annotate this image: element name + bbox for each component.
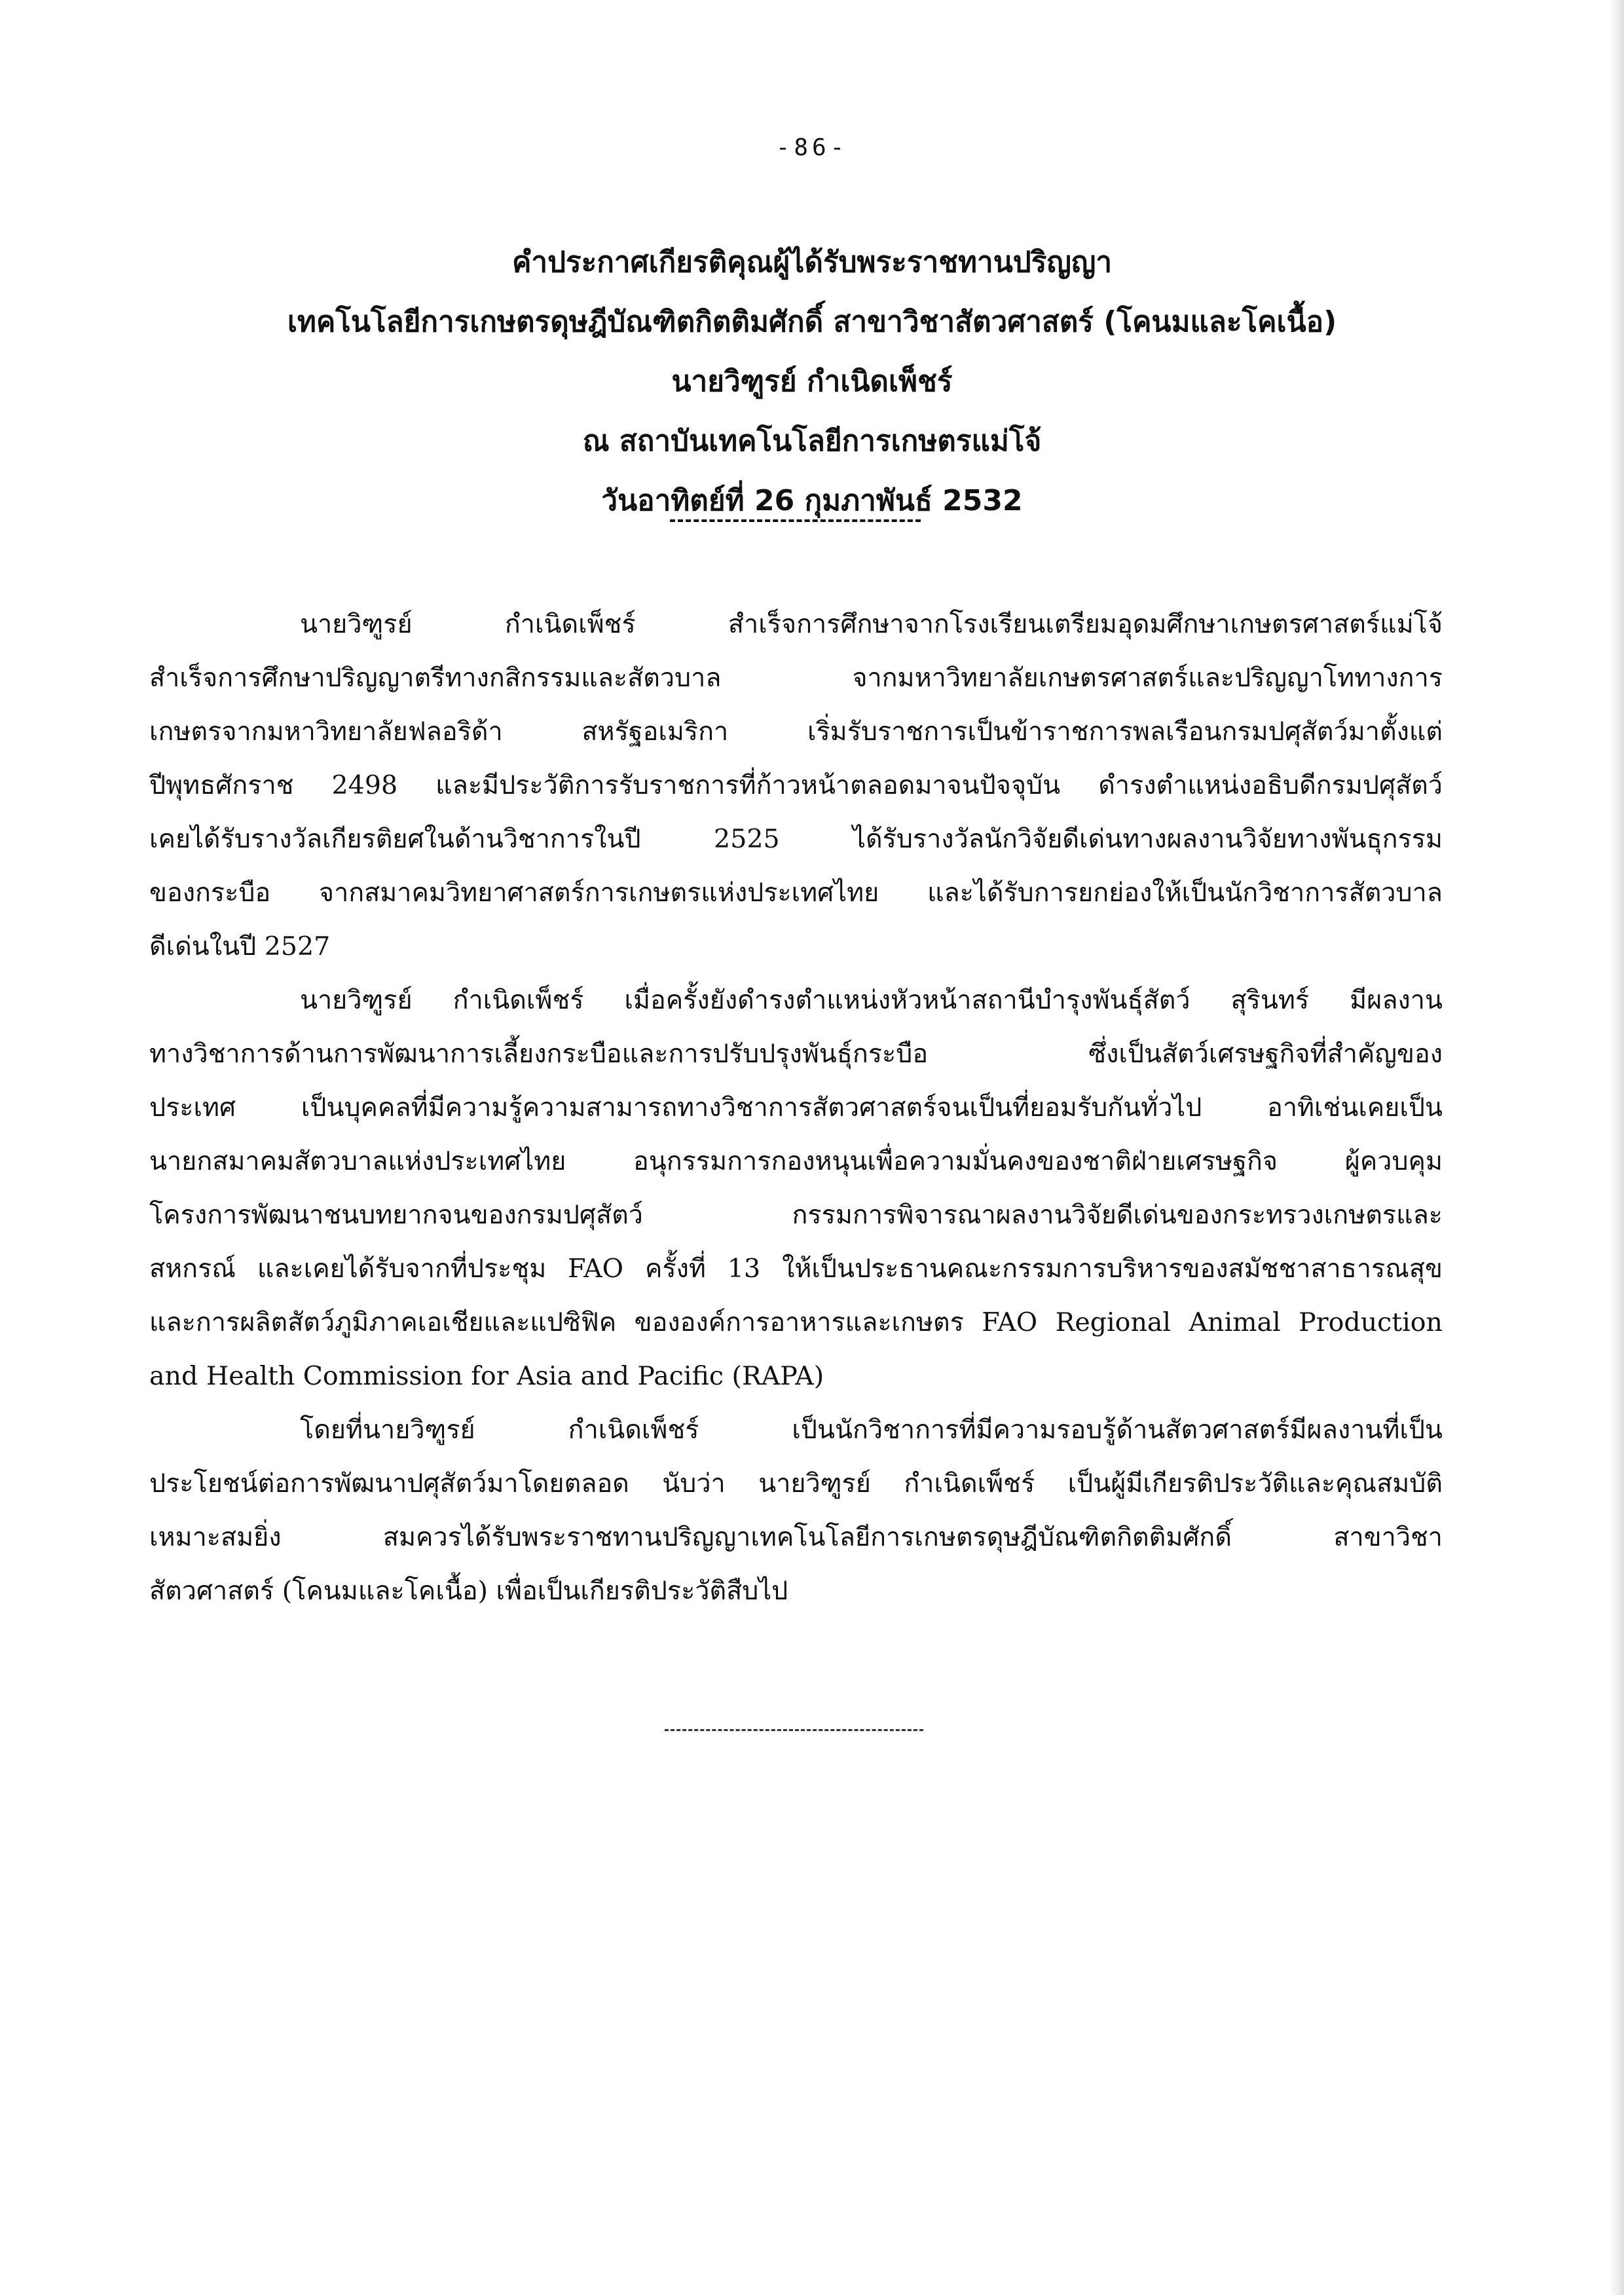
paragraph-line: ทางวิชาการด้านการพัฒนาการเลี้ยงกระบือและการปรับปรุงพันธุ์กระบือ ซึ่งเป็นสัตว์เศรษฐกิจที่สำคัญของ xyxy=(149,1039,1443,1069)
closing-divider xyxy=(665,1729,923,1731)
paragraph-education xyxy=(149,597,1443,973)
paragraph-line: ปีพุทธศักราช 2498 และมีประวัติการรับราชการที่ก้าวหน้าตลอดมาจนปัจจุบัน ดำรงตำแหน่งอธิบดีกรมปศุสัตว์ xyxy=(149,770,1443,800)
paragraph-conclusion xyxy=(149,1403,1443,1618)
paragraph-line: นายกสมาคมสัตวบาลแห่งประเทศไทย อนุกรรมการกองหนุนเพื่อความมั่นคงของชาติฝ่ายเศรษฐกิจ ผู้ควบคุม xyxy=(149,1146,1443,1176)
paragraph-line: โครงการพัฒนาชนบทยากจนของกรมปศุสัตว์ กรรมการพิจารณาผลงานวิจัยดีเด่นของกระทรวงเกษตรและ xyxy=(149,1200,1443,1230)
heading-divider xyxy=(670,519,921,522)
paragraph-line: เคยได้รับรางวัลเกียรติยศในด้านวิชาการในปี 2525 ได้รับรางวัลนักวิจัยดีเด่นทางผลงานวิจัยทางพันธุกรรม xyxy=(149,824,1443,854)
paragraph-line: ประโยชน์ต่อการพัฒนาปศุสัตว์มาโดยตลอด นับว่า นายวิฑูรย์ กำเนิดเพ็ชร์ เป็นผู้มีเกียรติประวัติและคุณสมบัติ xyxy=(149,1468,1443,1499)
paragraph-line: ของกระบือ จากสมาคมวิทยาศาสตร์การเกษตรแห่งประเทศไทย และได้รับการยกย่องให้เป็นนักวิชาการสัตวบาล xyxy=(149,878,1443,908)
heading-date: วันอาทิตย์ที่ 26 กุมภาพันธ์ 2532 xyxy=(601,484,1023,517)
citation-body xyxy=(149,597,1443,1618)
paragraph-line: สัตวศาสตร์ (โคนมและโคเนื้อ) เพื่อเป็นเกียรติประวัติสืบไป xyxy=(149,1576,788,1606)
paragraph-line: เหมาะสมยิ่ง สมควรได้รับพระราชทานปริญญาเทคโนโลยีการเกษตรดุษฎีบัณฑิตกิตติมศักดิ์ สาขาวิชา xyxy=(149,1522,1443,1552)
paragraph-line: นายวิฑูรย์ กำเนิดเพ็ชร์ สำเร็จการศึกษาจากโรงเรียนเตรียมอุดมศึกษาเกษตรศาสตร์แม่โจ้ xyxy=(300,609,1443,639)
paragraph-line: โดยที่นายวิฑูรย์ กำเนิดเพ็ชร์ เป็นนักวิชาการที่มีความรอบรู้ด้านสัตวศาสตร์มีผลงานที่เป็น xyxy=(300,1415,1443,1445)
paragraph-line: สำเร็จการศึกษาปริญญาตรีทางกสิกรรมและสัตวบาล จากมหาวิทยาลัยเกษตรศาสตร์และปริญญาโททางการ xyxy=(149,663,1443,693)
page-number: -86- xyxy=(775,134,849,161)
paragraph-line: นายวิฑูรย์ กำเนิดเพ็ชร์ เมื่อครั้งยังดำรงตำแหน่งหัวหน้าสถานีบำรุงพันธุ์สัตว์ สุรินทร์ มีผลงาน xyxy=(300,985,1443,1015)
paragraph-line: เกษตรจากมหาวิทยาลัยฟลอริด้า สหรัฐอเมริกา เริ่มรับราชการเป็นข้าราชการพลเรือนกรมปศุสัตว์มาตั้งแต่ xyxy=(149,717,1443,747)
heading-degree: เทคโนโลยีการเกษตรดุษฎีบัณฑิตกิตติมศักดิ์ สาขาวิชาสัตวศาสตร์ (โคนมและโคเนื้อ) xyxy=(287,305,1337,339)
heading-title: คำประกาศเกียรติคุณผู้ได้รับพระราชทานปริญญา xyxy=(511,246,1113,279)
page-edge-shadow xyxy=(1610,0,1624,2295)
paragraph-line: ดีเด่นในปี 2527 xyxy=(149,931,331,961)
paragraph-line: ประเทศ เป็นบุคคลที่มีความรู้ความสามารถทางวิชาการสัตวศาสตร์จนเป็นที่ยอมรับกันทั่วไป อาทิเช่นเคยเป็น xyxy=(149,1092,1443,1123)
paragraph-line: and Health Commission for Asia and Pacific (RAPA) xyxy=(149,1361,824,1391)
paragraph-achievements xyxy=(149,973,1443,1403)
paragraph-line: สหกรณ์ และเคยได้รับจากที่ประชุม FAO ครั้งที่ 13 ให้เป็นประธานคณะกรรมการบริหารของสมัชชาสาธารณสุข xyxy=(149,1254,1443,1284)
heading-institution: ณ สถาบันเทคโนโลยีการเกษตรแม่โจ้ xyxy=(582,424,1042,458)
paragraph-line: และการผลิตสัตว์ภูมิภาคเอเชียและแปซิฟิค ขององค์การอาหารและเกษตร FAO Regional Animal Production xyxy=(149,1307,1443,1337)
citation-heading xyxy=(164,233,1460,531)
heading-recipient: นายวิฑูรย์ กำเนิดเพ็ชร์ xyxy=(671,365,953,398)
